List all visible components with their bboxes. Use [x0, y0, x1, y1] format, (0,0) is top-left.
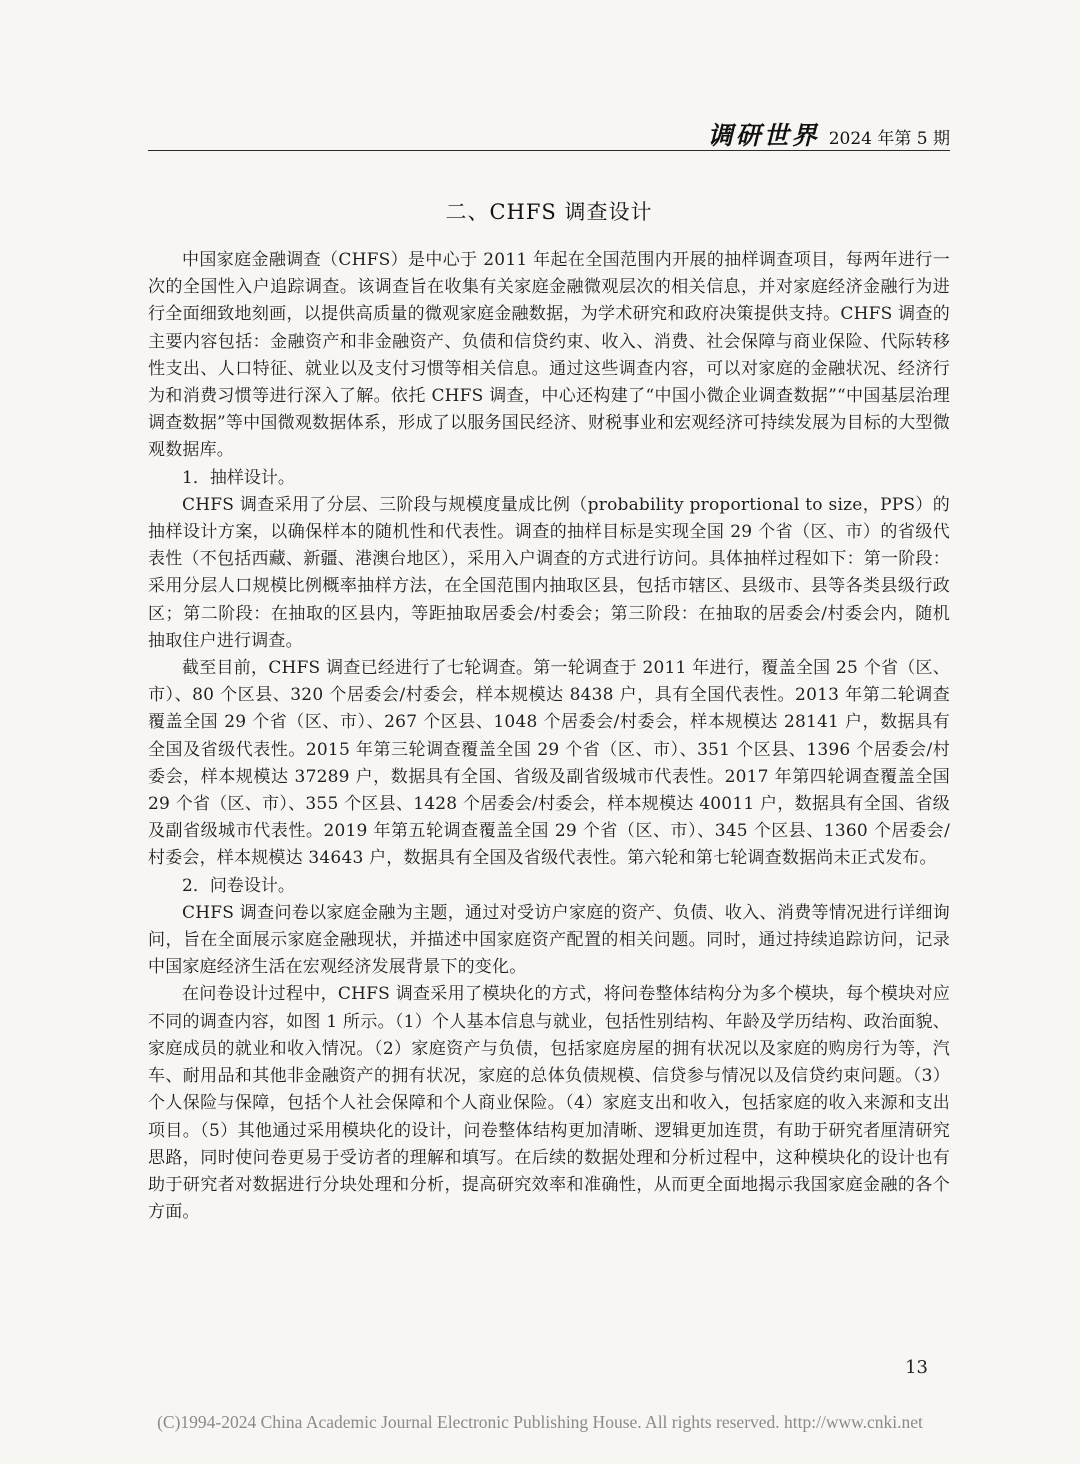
paragraph-intro: 中国家庭金融调查（CHFS）是中心于 2011 年起在全国范围内开展的抽样调查项目，每两年进行一次的全国性入户追踪调查。该调查旨在收集有关家庭金融微观层次的相关信息，并对家庭经济金融行为进行全面细致地刻画，以提供高质量的微观家庭金融数据，为学术研究和政府决策提供支持。CHFS 调查的主要内容包括：金融资产和非金融资产、负债和信贷约束、收入、消费、社会保障与商业保险、代际转移性支出、人口特征、就业以及支付习惯等相关信息。通过这些调查内容，可以对家庭的金融状况、经济行为和消费习惯等进行深入了解。依托 CHFS 调查，中心还构建了“中国小微企业调查数据”“中国基层治理调查数据”等中国微观数据体系，形成了以服务国民经济、财税事业和宏观经济可持续发展为目标的大型微观数据库。: [148, 250, 950, 461]
subheading-questionnaire: 2．问卷设计。: [182, 875, 295, 896]
subheading-sampling: 1．抽样设计。: [182, 467, 295, 488]
section-title: 二、CHFS 调查设计: [445, 200, 653, 224]
paragraph-modules: 在问卷设计过程中，CHFS 调查采用了模块化的方式，将问卷整体结构分为多个模块，每个模块对应不同的调查内容，如图 1 所示。（1）个人基本信息与就业，包括性别结构、年龄及学历结构、政治面貌、家庭成员的就业和收入情况。（2）家庭资产与负债，包括家庭房屋的拥有状况以及家庭的购房行为等，汽车、耐用品和其他非金融资产的拥有状况，家庭的总体负债规模、信贷参与情况以及信贷约束问题。（3）个人保险与保障，包括个人社会保障和个人商业保险。（4）家庭支出和收入，包括家庭的收入来源和支出项目。（5）其他通过采用模块化的设计，问卷整体结构更加清晰、逻辑更加连贯，有助于研究者厘清研究思路，同时使问卷更易于受访者的理解和填写。在后续的数据处理和分析过程中，这种模块化的设计也有助于研究者对数据进行分块处理和分析，提高研究效率和准确性，从而更全面地揭示我国家庭金融的各个方面。: [148, 984, 950, 1223]
copyright-footer: (C)1994-2024 China Academic Journal Electronic Publishing House. All rights reserved. http://www.cnki.net: [157, 1412, 923, 1432]
issue-label: 2024 年第 5 期: [828, 129, 950, 149]
paragraph-questionnaire: CHFS 调查问卷以家庭金融为主题，通过对受访户家庭的资产、负债、收入、消费等情况进行详细询问，旨在全面展示家庭金融现状，并描述中国家庭资产配置的相关问题。同时，通过持续追踪访问，记录中国家庭经济生活在宏观经济发展背景下的变化。: [148, 902, 950, 978]
running-header: [148, 116, 950, 151]
paragraph-sampling: CHFS 调查采用了分层、三阶段与规模度量成比例（probability proportional to size，PPS）的抽样设计方案，以确保样本的随机性和代表性。调查的抽样目标是实现全国 29 个省（区、市）的省级代表性（不包括西藏、新疆、港澳台地区），采用入户调查的方式进行访问。具体抽样过程如下：第一阶段：采用分层人口规模比例概率抽样方法，在全国范围内抽取区县，包括市辖区、县级市、县等各类县级行政区；第二阶段：在抽取的区县内，等距抽取居委会/村委会；第三阶段：在抽取的居委会/村委会内，随机抽取住户进行调查。: [148, 494, 950, 651]
article-body: [148, 247, 950, 1226]
journal-name: 调研世界: [707, 121, 820, 150]
page-number: 13: [905, 1357, 928, 1378]
paragraph-survey-rounds: 截至目前，CHFS 调查已经进行了七轮调查。第一轮调查于 2011 年进行，覆盖全国 25 个省（区、市）、80 个区县、320 个居委会/村委会，样本规模达 8438 户，具有全国代表性。2013 年第二轮调查覆盖全国 29 个省（区、市）、267 个区县、1048 个居委会/村委会，样本规模达 28141 户，数据具有全国及省级代表性。2015 年第三轮调查覆盖全国 29 个省（区、市）、351 个区县、1396 个居委会/村委会，样本规模达 37289 户，数据具有全国、省级及副省级城市代表性。2017 年第四轮调查覆盖全国 29 个省（区、市）、355 个区县、1428 个居委会/村委会，样本规模达 40011 户，数据具有全国、省级及副省级城市代表性。2019 年第五轮调查覆盖全国 29 个省（区、市）、345 个区县、1360 个居委会/村委会，样本规模达 34643 户，数据具有全国及省级代表性。第六轮和第七轮调查数据尚未正式发布。: [148, 658, 950, 869]
